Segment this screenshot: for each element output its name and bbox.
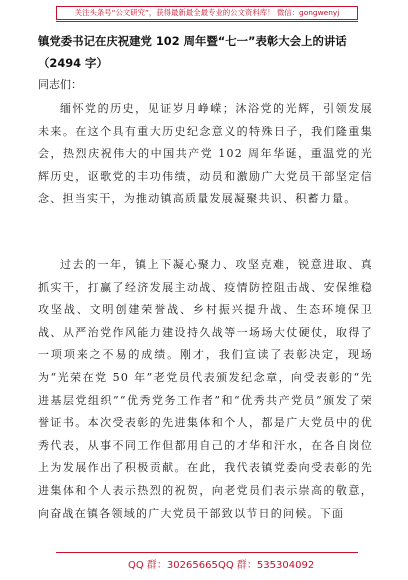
header-banner: 关注头条号“公文研究”，获得最新最全最专业的公文资料库！ 微信：gongwenyj xyxy=(56,6,358,20)
salutation: 同志们： xyxy=(38,78,82,91)
body-paragraph-2: 过去的一年，镇上下凝心聚力、攻坚克难，锐意进取、真抓实干，打赢了经济发展主动战、疫情防控阻击战、安保维稳攻坚战、文明创建荣誉战、乡村振兴提升战、生态环境保卫战、从严治党作风能力建设持久战等一场场大仗硬仗，取得了一项项来之不易的成绩。刚才，我们宣读了表彰决定，现场为“光荣在党 50 年”老党员代表颁发纪念章，向受表彰的“先进基层党组织”“优秀党务工作者”和“优秀共产党员”颁发了荣誉证书。本次受表彰的先进集体和个人，都是广大党员中的优秀代表，从事不同工作但都用自己的才华和汗水，在各自岗位上为发展作出了积极贡献。在此，我代表镇党委向受表彰的先进集体和个人表示热烈的祝贺，向老党员们表示崇高的敬意，向奋战在镇各领域的广大党员干部致以节日的问候。下面 xyxy=(38,258,373,520)
footer-divider xyxy=(56,552,358,553)
body-paragraph-1: 缅怀党的历史，见证岁月峥嵘；沐浴党的光辉，引领发展未来。在这个具有重大历史纪念意义的特殊日子，我们隆重集会，热烈庆祝伟大的中国共产党 102 周年华诞，重温党的光辉历史，讴歌党的丰功伟绩，动员和激励广大党员干部坚定信念、担当实干，为推动镇高质量发展凝聚共识、积蓄力量。 xyxy=(38,102,373,206)
header-divider xyxy=(56,21,358,22)
footer-qq-group-2: QQ 群：535304092 xyxy=(218,560,315,571)
document-title: 镇党委书记在庆祝建党 102 周年暨“七一”表彰大会上的讲话（2494 字） xyxy=(38,34,347,70)
footer xyxy=(0,558,408,574)
footer-qq-group-1: QQ 群：30265665 xyxy=(128,560,218,571)
